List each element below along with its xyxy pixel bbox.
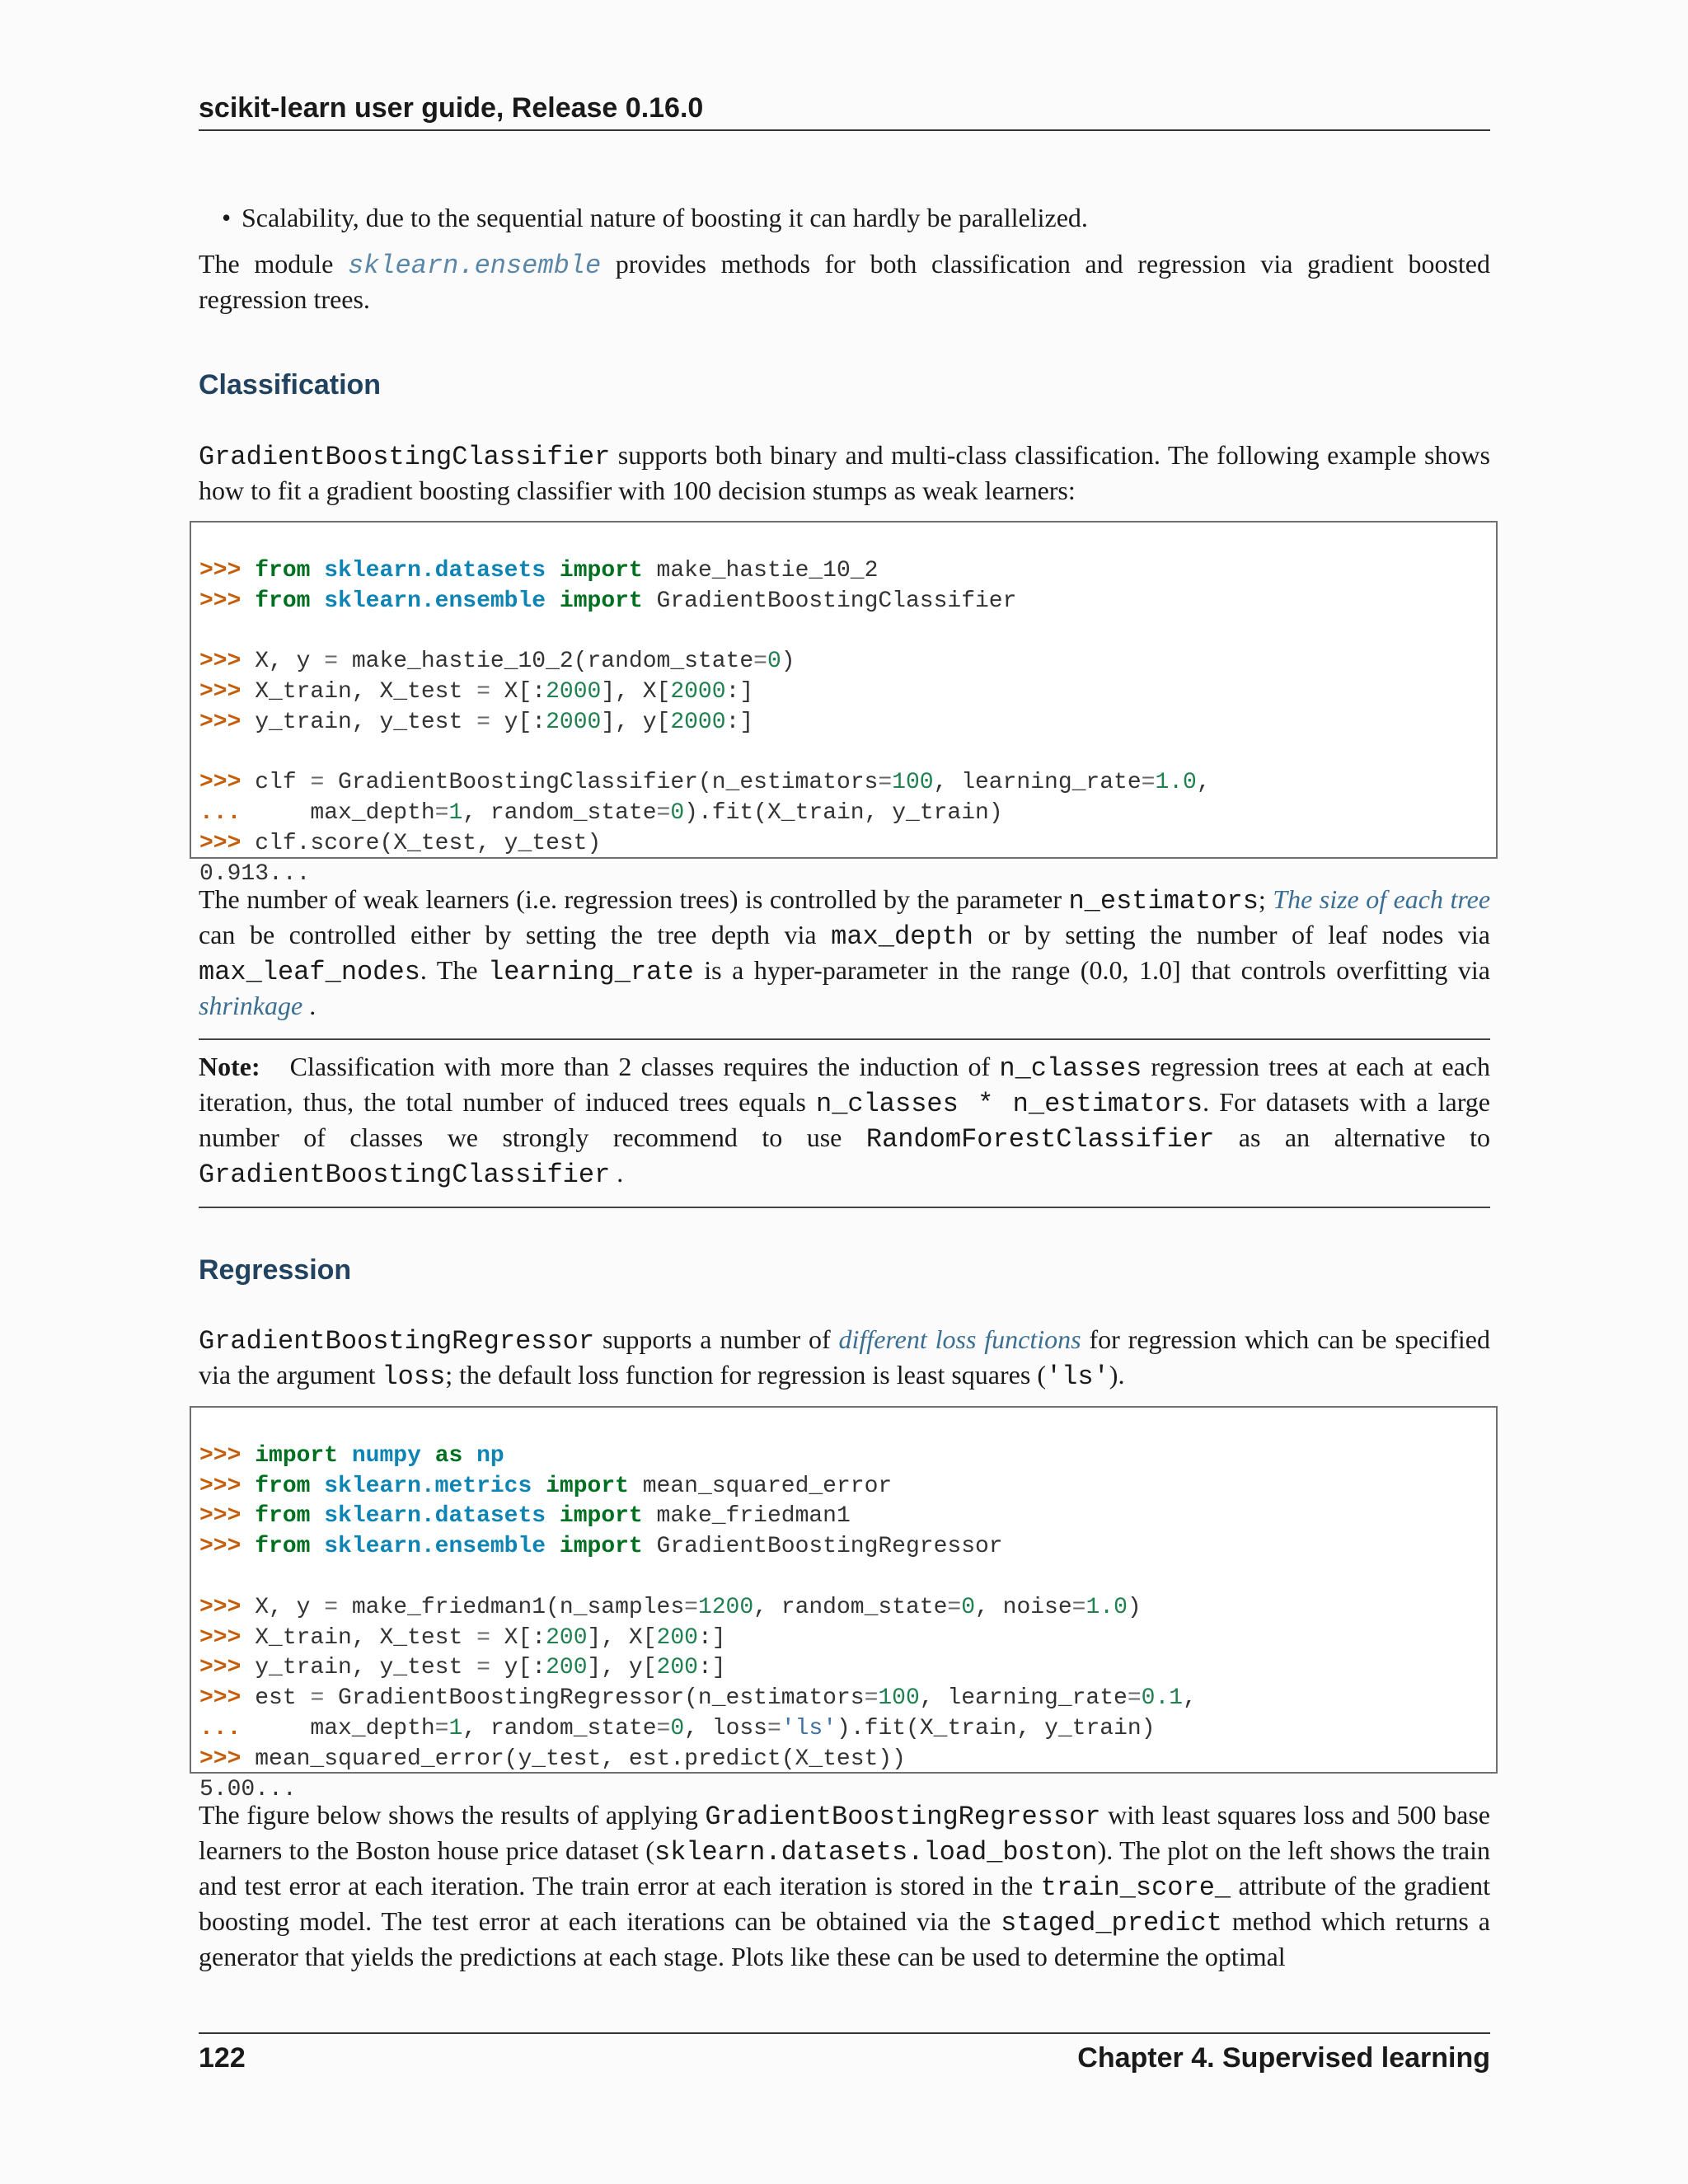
running-header: scikit-learn user guide, Release 0.16.0 — [199, 92, 1490, 131]
regression-code-block — [190, 1406, 1498, 1802]
code-line: ... max_depth=1, random_state=0, loss='ls').fit(X_train, y_train) — [199, 1715, 1156, 1741]
page-number: 122 — [199, 2042, 246, 2074]
code-line: >>> clf.score(X_test, y_test) — [199, 830, 602, 856]
intro-paragraph: The module sklearn.ensemble provides methods for both classification and regression via gradient boosted regression trees. — [199, 249, 1491, 314]
chapter-title: Chapter 4. Supervised learning — [1077, 2042, 1490, 2074]
figure-description-paragraph: The figure below shows the results of applying GradientBoostingRegressor with least squares loss and 500 base learners to the Boston house price dataset (sklearn.datasets.load_boston). The plot on the left shows the train and test error at each iteration. The train error at each iteration is stored in the train_score_ attribute of the gradient boosting model. The test error at each iterations can be obtained via the staged_predict method which returns a generator that yields the predictions at each stage. Plots like these can be used to determine the optimal — [199, 1800, 1491, 1971]
regression-heading: Regression — [199, 1254, 352, 1286]
classification-paragraph: GradientBoostingClassifier supports both binary and multi-class classification. The following example shows how to fit a gradient boosting classifier with 100 decision stumps as weak learners: — [199, 440, 1490, 505]
bullet-text: Scalability, due to the sequential nature of boosting it can hardly be parallelized. — [241, 203, 1088, 232]
code-line: >>> mean_squared_error(y_test, est.predict(X_test)) — [199, 1746, 906, 1772]
code-line — [199, 738, 1488, 769]
loss-functions-link[interactable]: different loss functions — [838, 1324, 1081, 1354]
code-line — [199, 1563, 1488, 1593]
regression-paragraph: GradientBoostingRegressor supports a number of different loss functions for regression which can be specified via the argument loss; the default loss function for regression is least squares ('ls'). — [199, 1324, 1491, 1392]
bullet-item — [222, 201, 1478, 234]
page-footer — [199, 2032, 1490, 2074]
code-line: >>> est = GradientBoostingRegressor(n_estimators=100, learning_rate=0.1, — [199, 1685, 1197, 1712]
weak-learners-paragraph: The number of weak learners (i.e. regression trees) is controlled by the parameter n_estimators; The size of each tree can be controlled either by setting the tree depth via max_depth or by setting the number of leaf nodes via max_leaf_nodes. The learning_rate is a hyper-parameter in the range (0.0, 1.0] that controls overfitting via shrinkage . — [199, 884, 1491, 1020]
code-line: >>> y_train, y_test = y[:2000], y[2000:] — [199, 709, 754, 735]
classification-code-block — [190, 521, 1498, 887]
classification-heading: Classification — [199, 369, 382, 401]
code-line: >>> y_train, y_test = y[:200], y[200:] — [199, 1655, 726, 1681]
code-line: >>> clf = GradientBoostingClassifier(n_estimators=100, learning_rate=1.0, — [199, 770, 1211, 796]
shrinkage-link[interactable]: shrinkage — [199, 991, 303, 1020]
code-line: >>> from sklearn.datasets import make_hastie_10_2 — [199, 557, 879, 583]
code-line: >>> X_train, X_test = X[:2000], X[2000:] — [199, 678, 754, 705]
code-line: ... max_depth=1, random_state=0).fit(X_train, y_train) — [199, 800, 1003, 827]
bullet-dot: • — [222, 203, 232, 232]
code-output: 5.00... — [199, 1776, 297, 1802]
note-box: Note: Classification with more than 2 classes requires the induction of n_classes regression trees at each at each iteration, thus, the total number of induced trees equals n_classes * n_estimators. For datasets with a large number of classes we strongly recommend to use RandomForestClassifier as an alternative to GradientBoostingClassifier . — [199, 1038, 1490, 1208]
tree-size-link[interactable]: The size of each tree — [1273, 884, 1491, 914]
code-line: >>> from sklearn.metrics import mean_squared_error — [199, 1473, 893, 1499]
note-label: Note: — [199, 1052, 260, 1081]
code-output: 0.913... — [199, 860, 311, 887]
code-line: >>> from sklearn.ensemble import GradientBoostingClassifier — [199, 588, 1017, 614]
code-line: >>> X, y = make_hastie_10_2(random_state=0) — [199, 649, 795, 675]
code-line: >>> X_train, X_test = X[:200], X[200:] — [199, 1624, 726, 1651]
code-line — [199, 616, 1488, 647]
code-line: >>> from sklearn.datasets import make_friedman1 — [199, 1503, 851, 1530]
module-link[interactable]: sklearn.ensemble — [347, 251, 602, 281]
code-line: >>> import numpy as np — [199, 1442, 504, 1469]
code-line: >>> from sklearn.ensemble import GradientBoostingRegressor — [199, 1534, 1003, 1560]
code-line: >>> X, y = make_friedman1(n_samples=1200, random_state=0, noise=1.0) — [199, 1594, 1142, 1620]
